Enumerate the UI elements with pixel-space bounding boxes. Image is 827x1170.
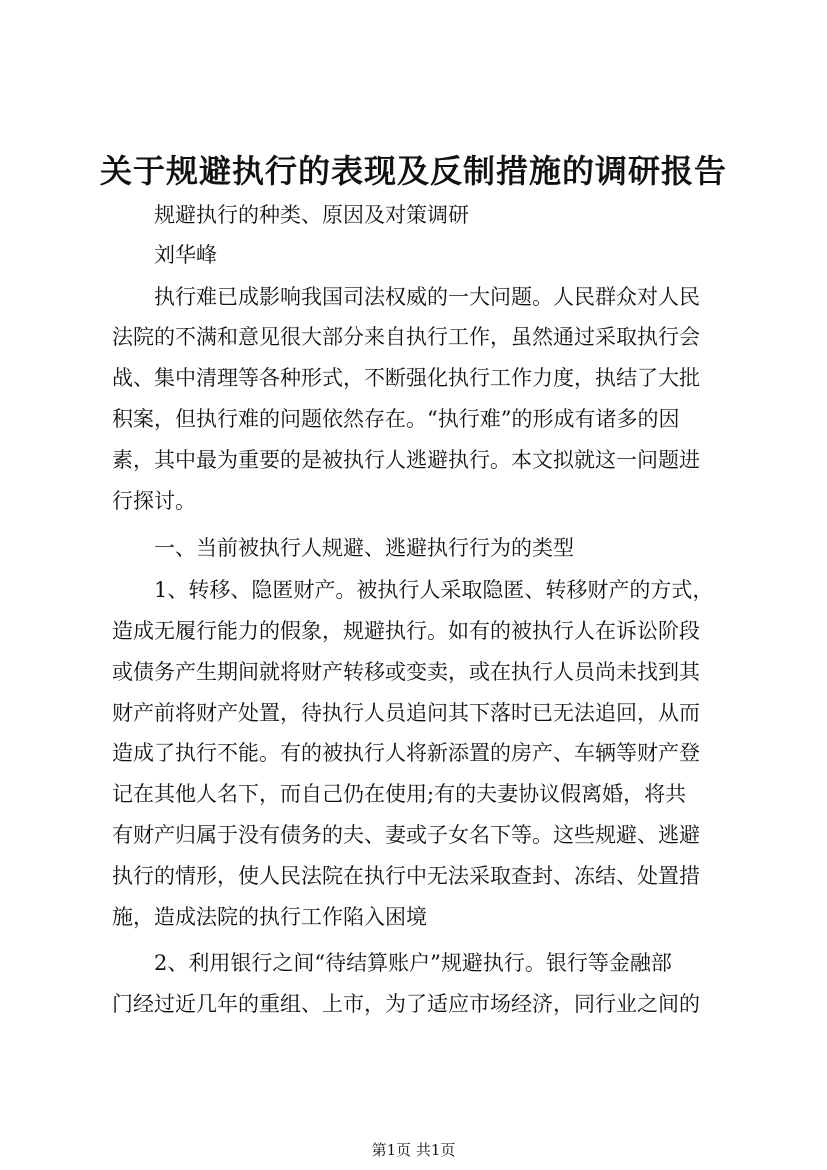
body-line: 积案，但执行难的问题依然存在。“执行难”的形成有诸多的因 [112,407,680,431]
body-line: 门经过近几年的重组、上市，为了适应市场经济，同行业之间的 [112,992,700,1016]
section-heading: 一、当前被执行人规避、逃避执行行为的类型 [112,536,574,560]
body-line: 战、集中清理等各种形式，不断强化执行工作力度，执结了大批 [112,366,700,390]
author-line: 刘华峰 [112,243,217,267]
body-line: 执行的情形，使人民法院在执行中无法采取查封、冻结、处置措 [112,864,700,888]
body-line: 素，其中最为重要的是被执行人逃避执行。本文拟就这一问题进 [112,448,700,472]
body-line: 行探讨。 [112,489,196,513]
body-line: 财产前将财产处置，待执行人员追问其下落时已无法追回，从而 [112,701,700,725]
body-line: 记在其他人名下，而自己仍在使用;有的夫妻协议假离婚，将共 [112,782,687,806]
body-line: 1、转移、隐匿财产。被执行人采取隐匿、转移财产的方式， [112,578,714,602]
body-line: 2、利用银行之间“待结算账户”规避执行。银行等金融部 [112,951,672,975]
body-line: 施，造成法院的执行工作陷入困境 [112,905,427,929]
body-line: 有财产归属于没有债务的夫、妻或子女名下等。这些规避、逃避 [112,823,700,847]
page-footer: 第1页 共1页 [371,1141,456,1159]
body-line: 执行难已成影响我国司法权威的一大问题。人民群众对人民 [112,285,700,309]
body-line: 造成了执行不能。有的被执行人将新添置的房产、车辆等财产登 [112,741,700,765]
body-line: 或债务产生期间就将财产转移或变卖，或在执行人员尚未找到其 [112,660,700,684]
document-title: 关于规避执行的表现及反制措施的调研报告 [99,152,727,190]
subtitle-line: 规避执行的种类、原因及对策调研 [112,203,469,227]
body-line: 造成无履行能力的假象，规避执行。如有的被执行人在诉讼阶段 [112,619,700,643]
body-line: 法院的不满和意见很大部分来自执行工作，虽然通过采取执行会 [112,325,700,349]
